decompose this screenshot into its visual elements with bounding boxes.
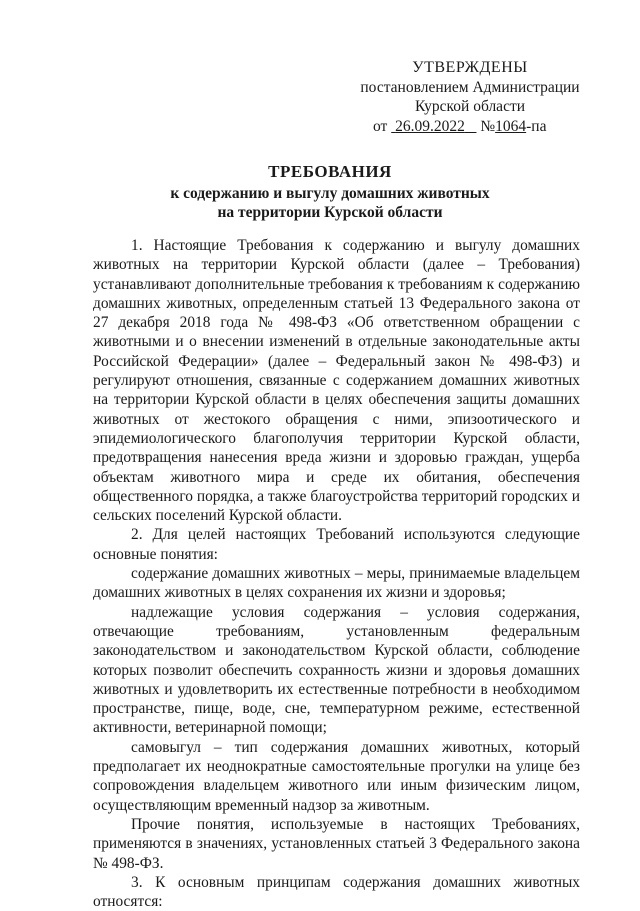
approval-block (355, 58, 585, 136)
paragraph-definition-3: самовыгул – тип содержания домашних животных, который предполагает их неоднократные самостоятельные прогулки на улице без сопровождения владельцем животного или иным физическим лицом, осуществляющим временный надзор за животным. (93, 738, 580, 814)
date-prefix: от (373, 117, 388, 135)
title-sub-2: на территории Курской области (217, 204, 443, 221)
approval-line-2: Курской области (414, 98, 526, 115)
paragraph-2: 2. Для целей настоящих Требований используются следующие основные понятия: (93, 526, 580, 563)
paragraph-other-terms: Прочие понятия, используемые в настоящих Требованиях, применяются в значениях, установленных статьей 3 Федерального закона № 498-ФЗ. (93, 815, 580, 872)
approval-heading: УТВЕРЖДЕНЫ (412, 59, 528, 76)
paragraph-definition-1: содержание домашних животных – меры, принимаемые владельцем домашних животных в целях сохранения их жизни и здоровья; (93, 565, 580, 602)
paragraph-definition-2: надлежащие условия содержания – условия содержания, отвечающие требованиям, установленным федеральным законодательством и законодательством Курской области, соблюдение которых позволит обеспечить сохранность жизни и здоровья домашних животных и удовлетворить их естественные потребности в необходимом пространстве, пище, воде, сне, температурном режиме, естественной активности, ветеринарной помощи; (93, 603, 580, 737)
paragraph-1: 1. Настоящие Требования к содержанию и выгулу домашних животных на территории Курской области (далее – Требования) устанавливают дополнительные требования к требованиям к содержанию домашних животных, определенным статьей 13 Федерального закона от 27 декабря 2018 года № 498-ФЗ «Об ответственном обращении с животными и о внесении изменений в отдельные законодательные акты Российской Федерации» (далее – Федеральный закон № 498-ФЗ) и регулируют отношения, связанные с содержанием домашних животных на территории Курской области в целях обеспечения защиты домашних животных от жестокого обращения с ними, эпизоотического и эпидемиологического благополучия территории Курской области, предотвращения нанесения вреда жизни и здоровью граждан, ущерба объектам животного мира и среде их обитания, обеспечения общественного порядка, а также благоустройства территорий городских и сельских поселений Курской области. (93, 237, 580, 525)
document-body (93, 236, 580, 911)
paragraph-3: 3. К основным принципам содержания домашних животных относятся: (93, 873, 580, 911)
number-suffix: -па (526, 117, 547, 135)
document-title (110, 162, 550, 222)
title-main: ТРЕБОВАНИЯ (268, 162, 392, 181)
title-sub-1: к содержанию и выгулу домашних животных (170, 185, 490, 202)
approval-date: 26.09.2022 (395, 117, 465, 135)
approval-date-line (355, 117, 585, 137)
approval-line-1: постановлением Администрации (360, 78, 580, 96)
approval-number: 1064 (495, 117, 527, 135)
number-prefix: № (480, 117, 496, 135)
